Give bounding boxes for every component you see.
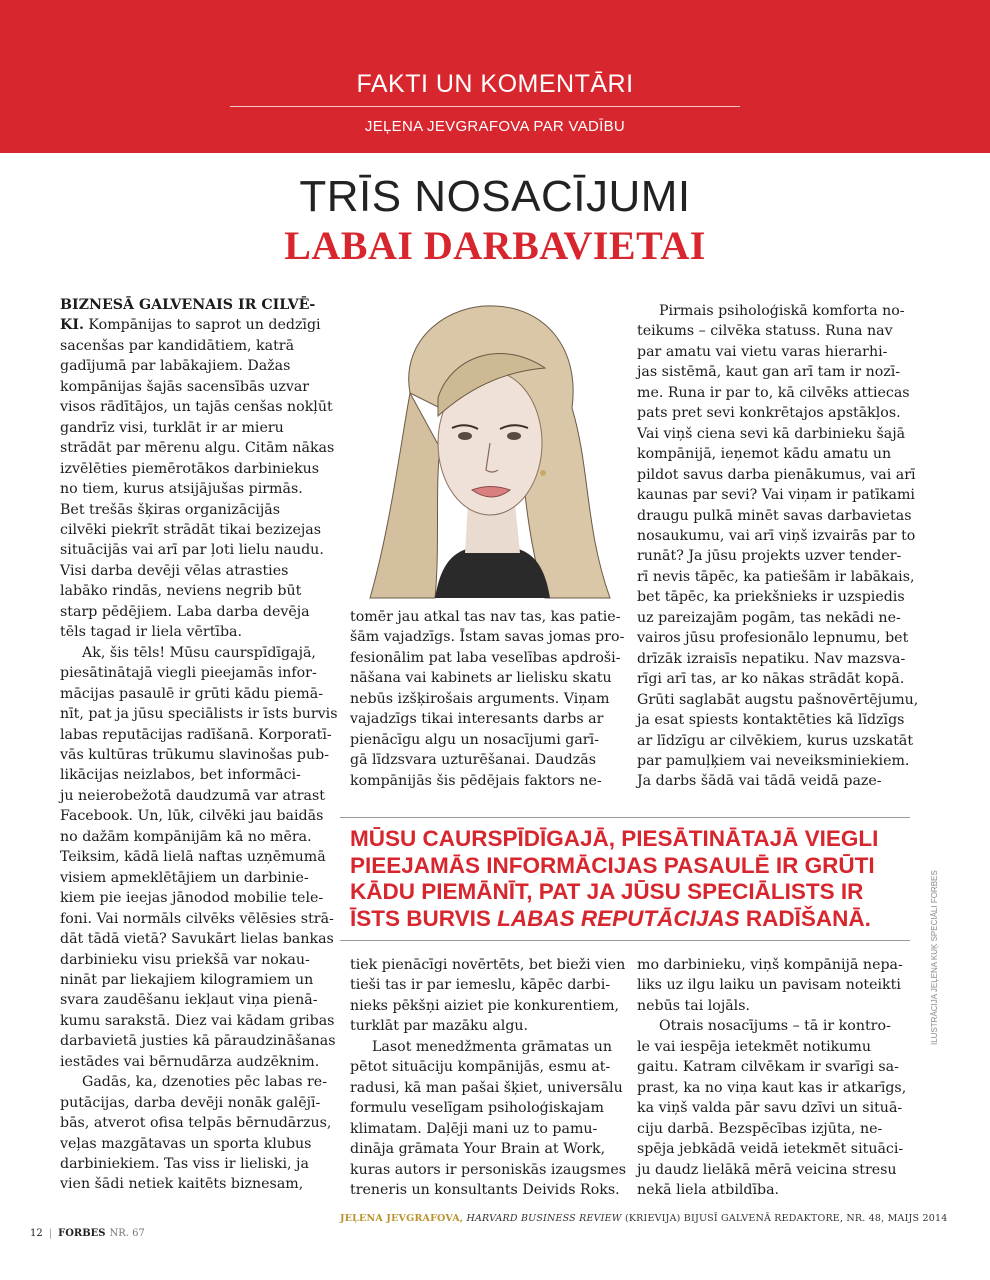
text-line: situācijās vai arī par ļoti lielu naudu.	[60, 542, 324, 559]
text-line: starp pēdējiem. Laba darba devēja	[60, 603, 310, 620]
text-line: Grūti saglabāt augstu pašnovērtējumu,	[637, 691, 919, 708]
text-line: tiek pienācīgi novērtēts, bet bieži vien	[350, 957, 626, 973]
text-line: mācijas pasaulē ir grūti kādu piemā-	[60, 685, 323, 702]
text-line: Ja darbs šādā vai tādā veidā paze-	[637, 773, 882, 790]
section-title: FAKTI UN KOMENTĀRI	[356, 70, 634, 98]
text-line: Vai viņš ciena sevi kā darbinieku šajā	[637, 425, 906, 442]
text-line: tieši tas ir par iemeslu, kāpēc darbi-	[350, 977, 611, 994]
text-line: nekā liela atbildība.	[637, 1181, 780, 1198]
text-line: ciju darbā. Bezspēcības izjūta, ne-	[637, 1120, 883, 1137]
pullquote-rule-top	[340, 817, 910, 818]
text-line: likācijas neizlabos, bet informāci-	[60, 767, 301, 784]
author-byline: JEĻENA JEVGRAFOVA PAR VADĪBU	[364, 118, 626, 135]
text-line: sacenšas par kandidātiem, katrā	[60, 337, 295, 354]
headline-line-1: TRĪS NOSACĪJUMI	[299, 172, 691, 221]
text-line: dāt tādā vietā? Savukārt lielas bankas	[60, 931, 334, 948]
text-line: ja esat spiests kontaktēties kā līdzīgs	[637, 712, 905, 729]
text-line: draugu pulkā minēt savas darbavietas	[637, 507, 912, 524]
text-line: treneris un konsultants Deivids Roks.	[350, 1181, 620, 1198]
folio-separator: |	[48, 1228, 53, 1239]
text-line: no dažām kompānijām kā no mēra.	[60, 828, 312, 845]
text-line: kompānijā, ieņemot kādu amatu un	[637, 446, 892, 463]
text-line: kaunas par sevi? Vai viņam ir patīkami	[637, 487, 915, 504]
text-line: nīt, pat ja jūsu speciālists ir īsts burvis	[60, 706, 338, 723]
text-line: klimatam. Daļēji mani uz to pamu-	[350, 1120, 598, 1137]
pullquote	[350, 826, 910, 932]
text-line: Ak, šis tēls! Mūsu caurspīdīgajā,	[82, 644, 316, 661]
text-line: drīzāk izraisīs nepatiku. Nav mazsva-	[637, 650, 906, 667]
text-line: gadījumā par labākajiem. Dažas	[60, 358, 291, 375]
text-line: gā līdzsvara uzturēšanai. Daudzās	[350, 752, 596, 769]
text-line: kompānijas šajās sacensībās uzvar	[60, 378, 310, 395]
header-divider	[230, 106, 740, 107]
text-line: radusi, kā man pašai šķiet, universālu	[350, 1079, 623, 1096]
text-line: labas reputācijas radīšanā. Korporatī-	[60, 726, 332, 743]
text-line: kuras autors ir personiskās izaugsmes	[350, 1161, 626, 1178]
text-line: ju neierobežotā daudzumā var atrast	[60, 787, 325, 804]
column-3-upper	[637, 301, 918, 792]
text-line: Gadās, ka, dzenoties pēc labas re-	[82, 1074, 327, 1091]
text-line: kiem pie ieejas jānodod mobilie tele-	[60, 890, 324, 907]
text-line: veļas mazgātavas un sporta klubus	[60, 1135, 312, 1152]
pullquote-line: MŪSU CAURSPĪDĪGAJĀ, PIESĀTINĀTAJĀ VIEGLI	[350, 826, 879, 851]
lead-in: BIZNESĀ GALVENAIS IR CILVĒ-	[60, 297, 316, 313]
pullquote-line: ĪSTS BURVIS LABAS REPUTĀCIJAS RADĪŠANĀ.	[350, 905, 871, 931]
text-line: foni. Vai normāls cilvēks vēlēsies strā-	[60, 910, 334, 927]
text-line: Pirmais psiholoģiskā komforta no-	[659, 303, 905, 319]
text-line: piesātinātajā viegli pieejamās infor-	[60, 665, 317, 682]
text-line: vien šādi netiek kaitēts biznesam,	[60, 1176, 304, 1193]
text-line: spēja jebkādā veidā ietekmēt situāci-	[637, 1141, 904, 1158]
text-line: Bet trešās šķiras organizācijās	[60, 501, 280, 518]
text-line: vajadzīgs tikai interesants darbs ar	[350, 711, 604, 728]
issue-number: NR. 67	[109, 1228, 145, 1239]
text-line: rī nevis tāpēc, ka patiešām ir labākais,	[637, 568, 915, 585]
text-line: kumu sarakstā. Diez vai kādam gribas	[60, 1012, 335, 1029]
text-line: prast, ka no viņa kaut kas ir atkarīgs,	[637, 1079, 907, 1096]
text-line: me. Runa ir par to, kā cilvēks attiecas	[637, 384, 910, 401]
text-line: putācijas, darba devēji nonāk galējī-	[60, 1094, 321, 1111]
text-line: Teiksim, kādā lielā naftas uzņēmumā	[60, 849, 326, 866]
page-number: 12	[30, 1228, 43, 1239]
text-line: kompānijās šis pēdējais faktors ne-	[350, 772, 602, 789]
text-line: izvēlēties piemērotākos darbiniekus	[60, 460, 320, 477]
column-3-lower	[637, 955, 906, 1200]
text-line: Visi darba devēji vēlas atrasties	[60, 562, 289, 579]
text-line: turklāt par mazāku algu.	[350, 1018, 529, 1035]
text-line: fesionālim pat laba veselības apdroši-	[350, 649, 621, 666]
text-line: no tiem, kurus atsijājušas pirmās.	[60, 481, 303, 498]
caption-author-name: JEĻENA JEVGRAFOVA,	[340, 1213, 464, 1224]
text-line: pētot situāciju kompānijās, esmu at-	[350, 1059, 611, 1076]
text-line: runāt? Ja jūsu projekts uzver tender-	[637, 548, 902, 565]
text-line: bās, atverot ofisa telpās bērnudārzus,	[60, 1115, 332, 1132]
text-line: gaitu. Katram cilvēkam ir svarīgi sa-	[637, 1059, 899, 1076]
text-line: ka viņš valda pār savu dzīvi un situā-	[637, 1100, 903, 1117]
pullquote-line: PIEEJAMĀS INFORMĀCIJAS PASAULĒ IR GRŪTI	[350, 852, 875, 878]
text-line: svara zaudēšanu iekļaut viņa pienā-	[60, 992, 318, 1009]
text-line: nināt par liekajiem kilogramiem un	[60, 971, 314, 988]
text-line: pats pret sevi konkrētajos apstākļos.	[637, 405, 901, 422]
text-line: šām vajadzīgs. Īstam savas jomas pro-	[350, 629, 625, 646]
text-line: pienācīgu algu un nosacījumi garī-	[350, 731, 599, 748]
text-line: par amatu vai vietu varas hierarhi-	[637, 343, 888, 360]
text-line: nosaukumu, vai arī viņš izvairās par to	[637, 527, 916, 544]
author-caption	[340, 1213, 947, 1224]
text-line: tēls tagad ir liela vērtība.	[60, 624, 243, 641]
text-line: tomēr jau atkal tas nav tas, kas patie-	[350, 609, 621, 625]
headline-line-2: LABAI DARBAVIETAI	[284, 223, 706, 268]
caption-detail: (KRIEVIJA) BIJUSĪ GALVENĀ REDAKTORE, NR. 48, MAIJS 2014	[624, 1213, 948, 1224]
text-line: ju daudz lielākā mērā veicina stresu	[637, 1161, 897, 1178]
text-line: ar līdzīgu ar cilvēkiem, kurus uzskatāt	[637, 732, 914, 749]
text-line: visos rādītājos, un tajās cenšas nokļūt	[60, 399, 333, 416]
portrait-illustration	[340, 298, 624, 603]
text-line: vās kultūras trūkumu slavinošas pub-	[60, 746, 329, 763]
column-1	[60, 295, 338, 1195]
lead-in: KI.	[60, 317, 84, 334]
text-line: visiem apmeklētājiem un darbinie-	[60, 869, 309, 886]
text-line: gandrīz visi, turklāt ir ar mieru	[60, 419, 284, 436]
text-line: liks uz ilgu laiku un pavisam noteikti	[637, 977, 901, 994]
text-line: rīgi arī tas, ar ko nākas strādāt kopā.	[637, 671, 905, 688]
text-line: nebūs izšķirošais arguments. Viņam	[350, 690, 610, 707]
page-folio	[30, 1228, 145, 1239]
text-line: jas sistēmā, kaut gan arī tam ir nozī-	[637, 364, 901, 381]
text-line: KI. Kompānijas to saprot un dedzīgi	[60, 317, 321, 334]
text-line: darbinieku visu priekšā var nokau-	[60, 951, 310, 968]
text-line: darbiniekiem. Tas viss ir lieliski, ja	[60, 1156, 309, 1173]
text-line: Lasot menedžmenta grāmatas un	[372, 1038, 612, 1055]
text-line: labāko rindās, neviens negrib būt	[60, 583, 302, 600]
column-2-upper	[350, 607, 624, 791]
text-line: teikums – cilvēka statuss. Runa nav	[637, 323, 893, 340]
text-line: mo darbinieku, viņš kompānijā nepa-	[637, 957, 903, 973]
text-line: dināja grāmata Your Brain at Work,	[350, 1141, 606, 1158]
column-2-lower	[350, 955, 626, 1200]
text-line: darbavietā justies kā pāraudzināšanas	[60, 1033, 336, 1050]
text-line: formulu veselīgam psiholoģiskajam	[350, 1100, 604, 1117]
text-line: nebūs tai lojāls.	[637, 997, 751, 1014]
text-line: Otrais nosacījums – tā ir kontro-	[659, 1018, 891, 1035]
magazine-name: FORBES	[58, 1228, 106, 1239]
text-line: cilvēki piekrīt strādāt tikai bezizejas	[60, 521, 322, 538]
caption-source: HARVARD BUSINESS REVIEW	[466, 1213, 622, 1224]
text-line: vairos jūsu profesionālo lepnumu, bet	[637, 630, 909, 647]
pullquote-rule-bottom	[340, 940, 910, 941]
text-line: nāšana vai kabinets ar lielisku skatu	[350, 670, 612, 687]
text-line: bet tāpēc, ka priekšnieks ir uzspiedis	[637, 589, 905, 606]
text-line: iestādes vai bērnudārza audzēknim.	[60, 1053, 320, 1070]
illustration-credit: ILUSTRĀCIJA JEĻENA KUĶ SPECIĀLI FORBES	[930, 870, 939, 1045]
pullquote-line: KĀDU PIEMĀNĪT, PAT JA JŪSU SPECIĀLISTS IR	[350, 879, 864, 904]
text-line: le vai iespēja ietekmēt notikumu	[637, 1038, 871, 1055]
text-line: uz pareizajām pogām, tas nekādi ne-	[637, 609, 901, 626]
text-line: nieks pēkšņi aiziet pie konkurentiem,	[350, 997, 620, 1014]
text-line	[60, 295, 338, 315]
text-line: par pamuļķiem vai neveiksminiekiem.	[637, 752, 910, 769]
text-line: strādāt par mērenu algu. Citām nākas	[60, 440, 335, 457]
text-line: Facebook. Un, lūk, cilvēki jau baidās	[60, 808, 324, 825]
pullquote-emphasis: LABAS REPUTĀCIJAS	[497, 905, 740, 931]
text-line: pildot savus darba pienākumus, vai arī	[637, 466, 916, 483]
